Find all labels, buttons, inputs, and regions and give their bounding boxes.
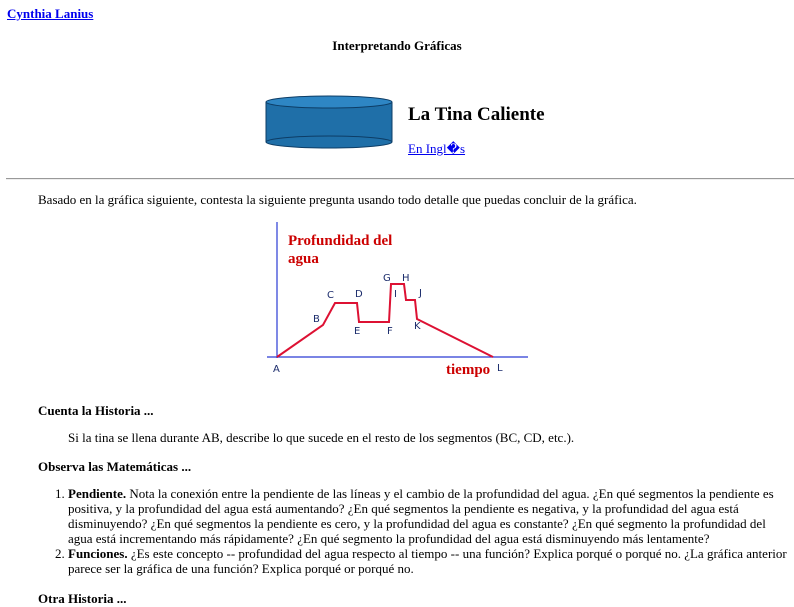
point-label-f: F: [387, 326, 393, 337]
chart-title-line-2: agua: [288, 251, 319, 267]
math-questions-list: [38, 486, 788, 576]
point-label-g: G: [383, 273, 391, 284]
list-item-term: Pendiente.: [68, 486, 127, 501]
point-label-i: I: [394, 289, 397, 300]
horizontal-divider: [6, 178, 794, 180]
list-item-text: ¿Es este concepto -- profundidad del agua respecto al tiempo -- una función? Explica porqué o porqué no. ¿La gráfica anterior parece ser la gráfica de una función? Explica porqué or porqué no.: [68, 546, 787, 576]
point-label-c: C: [327, 290, 334, 301]
list-item-term: Funciones.: [68, 546, 128, 561]
list-item: [68, 546, 788, 576]
depth-series-line: [277, 284, 493, 357]
point-label-h: H: [402, 273, 410, 284]
intro-text: Basado en la gráfica siguiente, contesta la siguiente pregunta usando todo detalle que puedas concluir de la gráfica.: [38, 192, 637, 207]
hot-tub-image: [264, 94, 396, 150]
point-label-a: A: [273, 364, 280, 375]
point-label-j: J: [419, 288, 422, 299]
page-heading: Interpretando Gráficas: [332, 38, 462, 53]
list-item-text: Nota la conexión entre la pendiente de las líneas y el cambio de la profundidad del agua. ¿En qué segmentos la pendiente es positiva, y la profundidad del agua está aumentando? ¿En qué segmentos la pendiente es negativa, y la profundidad del agua está disminuyendo? ¿En qué segmentos la pendiente es cero, y la profundidad del agua es constante? ¿En qué segmento la profundidad del agua está incrementando más rápidamente? ¿En qué segmento la profundidad del agua está disminuyendo más lentamente?: [68, 486, 774, 546]
point-label-b: B: [313, 314, 320, 325]
story-heading: Cuenta la Historia ...: [38, 403, 154, 418]
math-heading: Observa las Matemáticas ...: [38, 459, 192, 474]
x-axis-label: tiempo: [446, 362, 491, 378]
other-story-heading: Otra Historia ...: [38, 591, 127, 606]
author-link[interactable]: Cynthia Lanius: [7, 6, 94, 21]
point-label-k: K: [414, 321, 421, 332]
main-title: La Tina Caliente: [408, 104, 545, 125]
list-item: [68, 486, 788, 546]
point-label-e: E: [354, 326, 361, 337]
english-version-link[interactable]: En Ingl�s: [408, 141, 466, 156]
point-label-d: D: [355, 289, 363, 300]
water-depth-graph: [264, 216, 534, 382]
story-question: Si la tina se llena durante AB, describe lo que sucede en el resto de los segmentos (BC, CD, etc.).: [68, 430, 575, 445]
point-label-l: L: [497, 363, 503, 374]
chart-title-line-1: Profundidad del: [288, 233, 393, 249]
